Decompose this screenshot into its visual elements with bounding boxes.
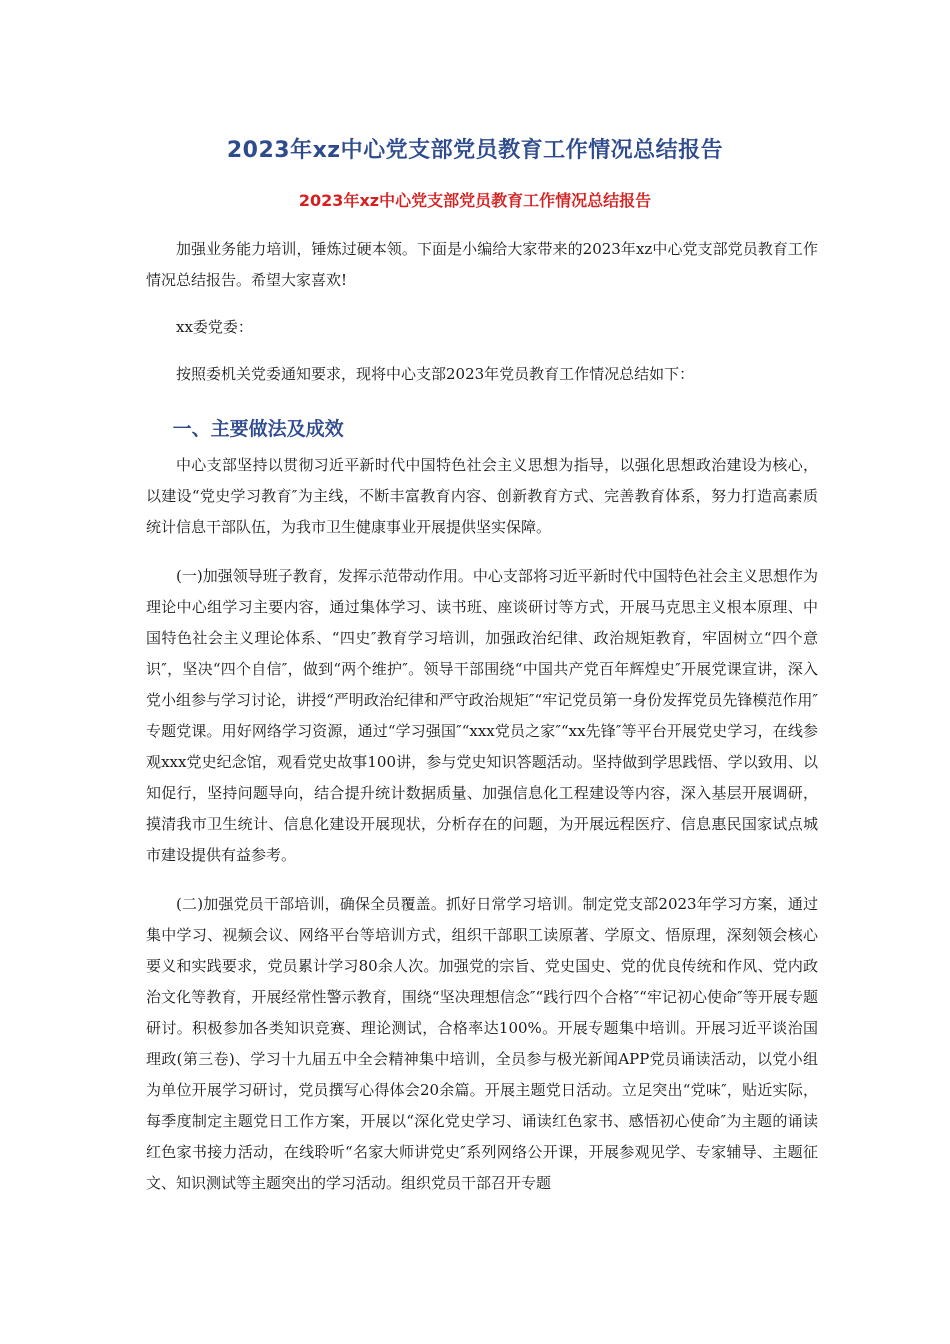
spacer [146, 343, 818, 359]
salutation: xx委党委： [176, 318, 253, 336]
body-paragraph: (二)加强党员干部培训，确保全员覆盖。抓好日常学习培训。制定党支部2023年学习方案，通过集中学习、视频会议、网络平台等培训方式，组织干部职工读原著、学原文、悟原理，深刻领会核心要义和实践要求，党员累计学习80余人次。加强党的宗旨、党史国史、党的优良传统和作风、党内政治文化等教育，开展经常性警示教育，围绕“坚决理想信念″“践行四个合格″“牢记初心使命″等开展专题研讨。积极参加各类知识竞赛、理论测试，合格率达100%。开展专题集中培训。开展习近平谈治国理政(第三卷)、学习十九届五中全会精神集中培训，全员参与极光新闻APP党员诵读活动，以党小组为单位开展学习研讨，党员撰写心得体会20余篇。开展主题党日活动。立足突出“党味″，贴近实际，每季度制定主题党日工作方案，开展以“深化党史学习、诵读红色家书、感悟初心使命″为主题的诵读红色家书接力活动，在线聆听“名家大师讲党史″系列网络公开课，开展参观见学、专家辅导、主题征文、知识测试等主题突出的学习活动。组织党员干部召开专题 [146, 895, 818, 1192]
spacer [146, 871, 818, 889]
body-paragraph: (一)加强领导班子教育，发挥示范带动作用。中心支部将习近平新时代中国特色社会主义思想作为理论中心组学习主要内容，通过集体学习、读书班、座谈研讨等方式，开展马克思主义根本原理、中国特色社会主义理论体系、“四史″教育学习培训，加强政治纪律、政治规矩教育，牢固树立“四个意识″，坚决“四个自信″，做到“两个维护″。领导干部围绕“中国共产党百年辉煌史″开展党课宣讲，深入党小组参与学习讨论，讲授“严明政治纪律和严守政治规矩″“牢记党员第一身份发挥党员先锋模范作用″专题党课。用好网络学习资源，通过“学习强国″“xxx党员之家″“xx先锋″等平台开展党史学习，在线参观xxx党史纪念馆，观看党史故事100讲，参与党史知识答题活动。坚持做到学思践悟、学以致用、以知促行，坚持问题导向，结合提升统计数据质量、加强信息化工程建设等内容，深入基层开展调研，摸清我市卫生统计、信息化建设开展现状，分析存在的问题，为开展远程医疗、信息惠民国家试点城市建设提供有益参考。 [146, 567, 818, 864]
section-heading: 一、主要做法及成效 [172, 418, 344, 440]
spacer [146, 543, 818, 561]
document-subtitle: 2023年xz中心党支部党员教育工作情况总结报告 [298, 191, 652, 210]
body-paragraph: 中心支部坚持以贯彻习近平新时代中国特色社会主义思想为指导，以强化思想政治建设为核心，以建设“党史学习教育″为主线，不断丰富教育内容、创新教育方式、完善教育体系，努力打造高素质统计信息干部队伍，为我市卫生健康事业开展提供坚实保障。 [146, 456, 818, 536]
intro-paragraph: 加强业务能力培训，锤炼过硬本领。下面是小编给大家带来的2023年xz中心党支部党员教育工作情况总结报告。希望大家喜欢! [146, 240, 818, 289]
document-title: 2023年xz中心党支部党员教育工作情况总结报告 [226, 138, 724, 163]
opening-paragraph: 按照委机关党委通知要求，现将中心支部2023年党员教育工作情况总结如下： [176, 365, 695, 383]
document-body [146, 234, 818, 1199]
spacer [146, 296, 818, 312]
spacer [146, 390, 818, 406]
